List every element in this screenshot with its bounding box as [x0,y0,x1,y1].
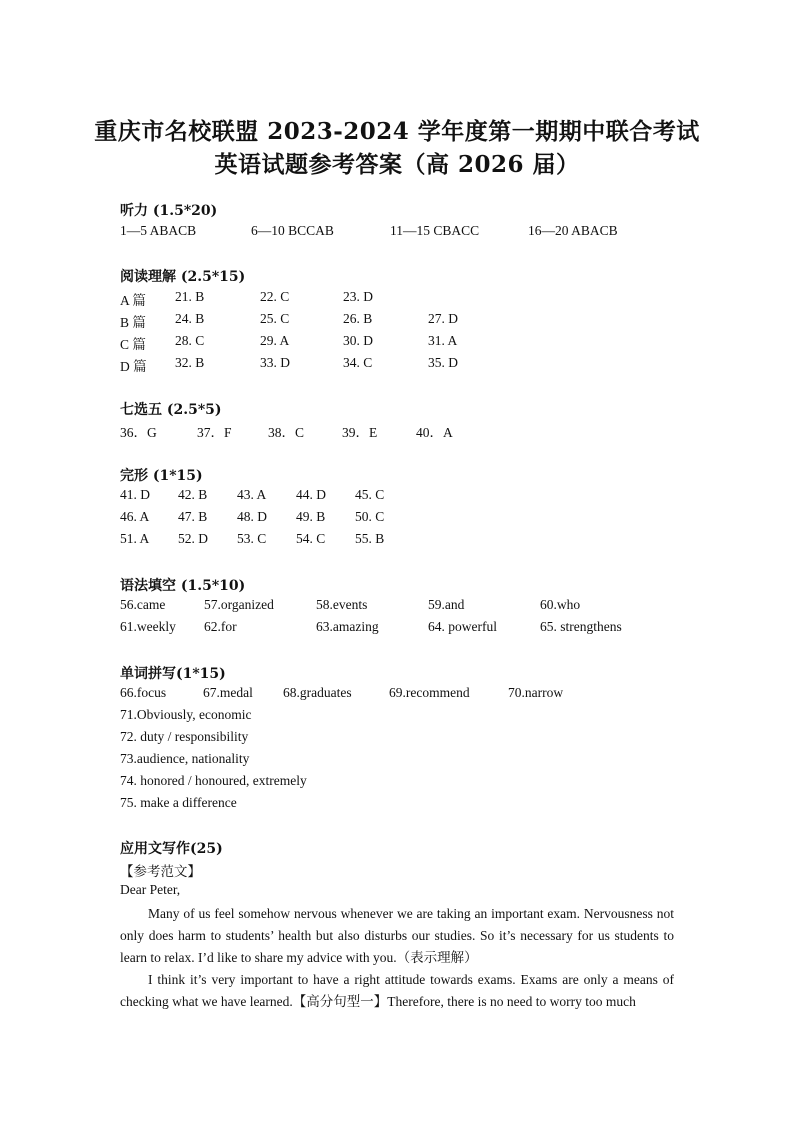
answer-item: 28. C [175,333,205,348]
passage-label: D 篇 [120,359,147,374]
listening-heading: 听力 (1.5*20) [120,203,218,219]
answer-item: 54. C [296,531,326,546]
answer-item: 36．G [120,425,157,440]
answer-item: 29. A [260,333,290,348]
answer-item: 26. B [343,311,373,326]
answer-item: 53. C [237,531,267,546]
answer-item: 45. C [355,487,385,502]
answer-item: 42. B [178,487,208,502]
spelling-heading: 单词拼写(1*15) [120,666,226,682]
answer-item: 35. D [428,355,458,370]
answer-item: 64. powerful [428,619,497,634]
letter-paragraph-1: Many of us feel somehow nervous whenever we are taking an important exam. Nervousness not only does harm to students’ health but also disturbs our studies. So it’s necessary for us students to learn to relax. I’d like to share my advice with you.（表示理解） [120,906,674,965]
spelling-line: 71.Obviously, economic [120,707,252,722]
seven-five-heading: 七选五 (2.5*5) [120,402,222,418]
answer-item: 27. D [428,311,458,326]
answer-item: 47. B [178,509,208,524]
answer-item: 55. B [355,531,385,546]
grammar-heading: 语法填空 (1.5*10) [120,578,246,594]
answer-item: 41. D [120,487,150,502]
answer-item: 56.came [120,597,166,612]
answer-item: 52. D [178,531,208,546]
answer-item: 32. B [175,355,205,370]
answer-item: 58.events [316,597,368,612]
answer-item: 63.amazing [316,619,379,634]
answer-item: 62.for [204,619,237,634]
answer-item: 43. A [237,487,267,502]
answer-item: 51. A [120,531,150,546]
answer-group: 16—20 ABACB [528,223,618,238]
answer-item: 50. C [355,509,385,524]
answer-item: 39．E [342,425,378,440]
answer-item: 31. A [428,333,458,348]
answer-item: 30. D [343,333,373,348]
writing-heading: 应用文写作(25) [120,841,223,857]
spelling-line: 72. duty / responsibility [120,729,249,744]
cloze-heading: 完形 (1*15) [120,468,203,484]
reading-heading: 阅读理解 (2.5*15) [120,269,246,285]
answer-group: 6—10 BCCAB [251,223,334,238]
answer-item: 33. D [260,355,290,370]
answer-item: 44. D [296,487,326,502]
answer-item: 22. C [260,289,290,304]
letter-greeting: Dear Peter, [120,882,181,897]
answer-item: 65. strengthens [540,619,622,634]
answer-item: 34. C [343,355,373,370]
answer-group: 1—5 ABACB [120,223,197,238]
answer-item: 40．A [416,425,453,440]
answer-item: 23. D [343,289,373,304]
answer-item: 60.who [540,597,581,612]
document-title-line2: 英语试题参考答案（高 2026 届） [214,151,580,178]
answer-item: 21. B [175,289,205,304]
answer-item: 48. D [237,509,267,524]
answer-item: 67.medal [203,685,253,700]
letter-paragraph-2: I think it’s very important to have a right attitude towards exams. Exams are only a means of checking what we have learned.【高分句型一】Therefore, there is no need to worry too much [120,972,674,1009]
spelling-line: 74. honored / honoured, extremely [120,773,307,788]
document-title-line1: 重庆市名校联盟 2023-2024 学年度第一期期中联合考试 [94,118,700,145]
answer-item: 70.narrow [508,685,564,700]
answer-item: 68.graduates [283,685,352,700]
spelling-line: 73.audience, nationality [120,751,250,766]
answer-item: 66.focus [120,685,167,700]
answer-item: 25. C [260,311,290,326]
answer-group: 11—15 CBACC [390,223,480,238]
answer-item: 69.recommend [389,685,470,700]
passage-label: C 篇 [120,337,146,352]
sample-label: 【参考范文】 [120,864,201,879]
answer-item: 46. A [120,509,150,524]
answer-item: 37．F [197,425,232,440]
answer-item: 38．C [268,425,305,440]
answer-item: 24. B [175,311,205,326]
answer-item: 57.organized [204,597,274,612]
answer-item: 61.weekly [120,619,176,634]
answer-item: 59.and [428,597,465,612]
spelling-line: 75. make a difference [120,795,237,810]
passage-label: B 篇 [120,315,146,330]
passage-label: A 篇 [120,293,146,308]
answer-item: 49. B [296,509,326,524]
